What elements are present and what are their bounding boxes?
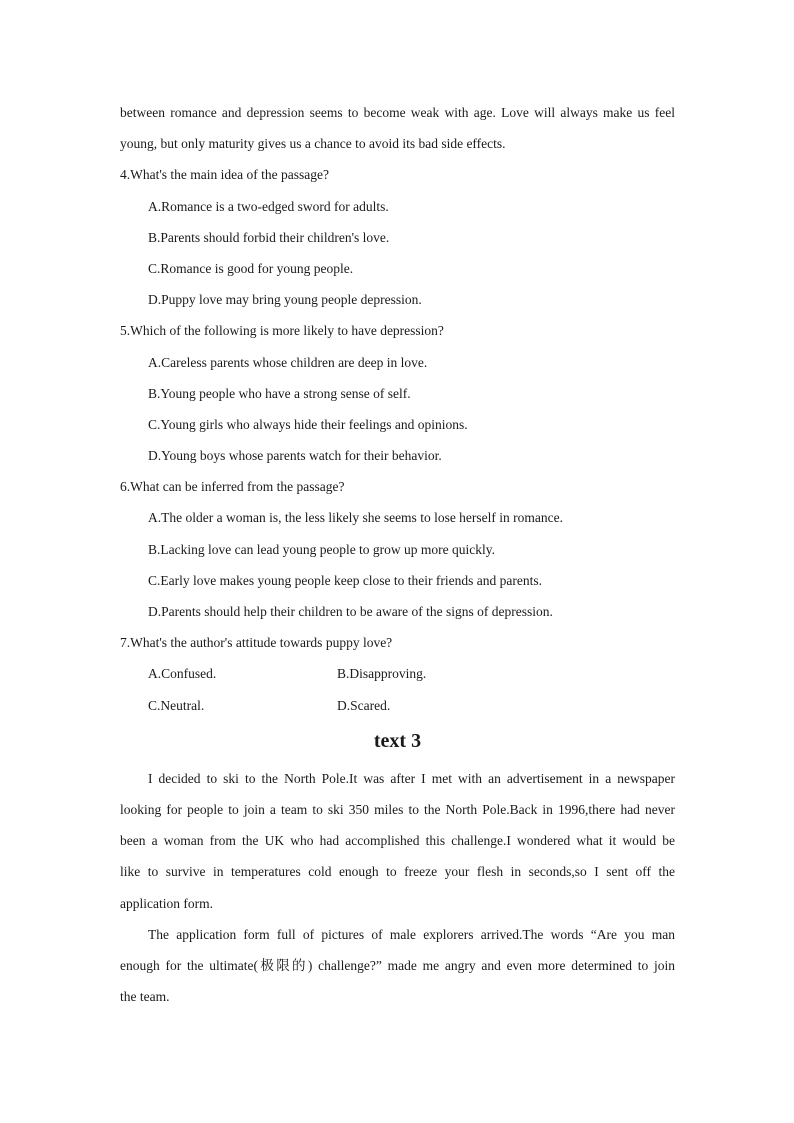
document-page xyxy=(120,97,675,1012)
option-d: D.Scared. xyxy=(337,697,391,713)
paragraph-line: like to survive in temperatures cold enough to freeze your flesh in seconds,so I sent off the xyxy=(120,864,675,880)
option-d: D.Puppy love may bring young people depression. xyxy=(148,292,422,308)
question-stem: 7.What's the author's attitude towards puppy love? xyxy=(120,635,393,651)
paragraph-line: the team. xyxy=(120,989,170,1005)
question-stem: 6.What can be inferred from the passage? xyxy=(120,479,345,495)
option-a: A.Confused. xyxy=(148,666,217,682)
passage-line: between romance and depression seems to become weak with age. Love will always make us feel xyxy=(120,105,675,120)
option-b: B.Lacking love can lead young people to grow up more quickly. xyxy=(148,541,496,557)
option-a: A.Careless parents whose children are deep in love. xyxy=(148,354,428,370)
paragraph-line: looking for people to join a team to ski 350 miles to the North Pole.Back in 1996,there had never xyxy=(120,801,675,817)
option-c: C.Young girls who always hide their feelings and opinions. xyxy=(148,416,468,432)
option-c: C.Romance is good for young people. xyxy=(148,260,354,276)
question-stem: 4.What's the main idea of the passage? xyxy=(120,167,329,183)
option-a: A.The older a woman is, the less likely she seems to lose herself in romance. xyxy=(148,510,564,526)
paragraph-line: I decided to ski to the North Pole.It was after I met with an advertisement in a newspaper xyxy=(148,770,675,786)
paragraph-line: application form. xyxy=(120,895,213,911)
paragraph-line: enough for the ultimate(极限的) challenge?” made me angry and even more determined to join xyxy=(120,957,675,973)
option-row xyxy=(120,690,675,721)
option-row xyxy=(120,658,675,689)
option-b: B.Disapproving. xyxy=(337,666,427,682)
option-b: B.Parents should forbid their children's love. xyxy=(148,229,390,245)
option-d: D.Young boys whose parents watch for their behavior. xyxy=(148,448,442,464)
question-stem: 5.Which of the following is more likely to have depression? xyxy=(120,323,444,339)
option-d: D.Parents should help their children to be aware of the signs of depression. xyxy=(148,604,553,619)
paragraph-line: The application form full of pictures of male explorers arrived.The words “Are you man xyxy=(148,926,675,942)
paragraph-line: been a woman from the UK who had accomplished this challenge.I wondered what it would be xyxy=(120,833,675,849)
option-a: A.Romance is a two-edged sword for adults. xyxy=(148,198,389,214)
option-b: B.Young people who have a strong sense of self. xyxy=(148,385,411,401)
option-c: C.Neutral. xyxy=(148,697,205,713)
option-c: C.Early love makes young people keep close to their friends and parents. xyxy=(148,572,543,588)
section-title: text 3 xyxy=(373,729,422,752)
passage-line: young, but only maturity gives us a chance to avoid its bad side effects. xyxy=(120,136,506,152)
